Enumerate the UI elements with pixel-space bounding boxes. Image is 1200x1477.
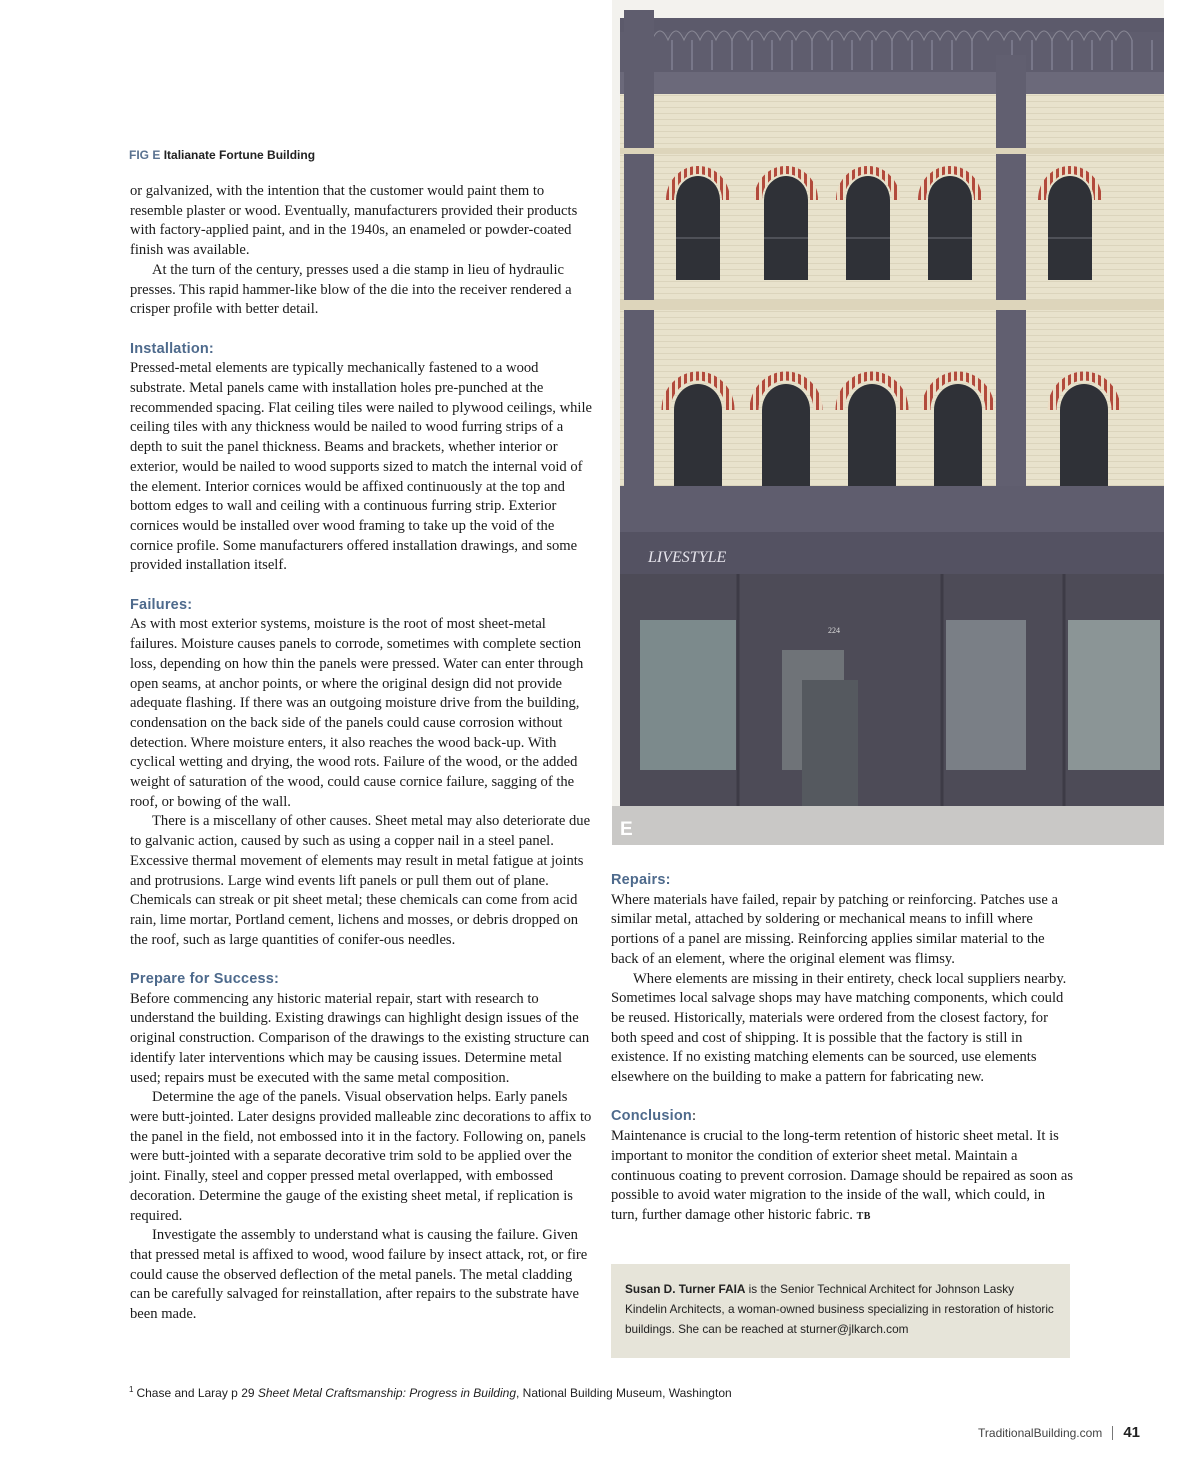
storefront-sign: LIVESTYLE bbox=[648, 549, 727, 566]
failures-paragraph-1: As with most exterior systems, moisture is the root of most sheet-metal failures. Moisture causes panels to corrode, sometimes with complete section loss, depending on how thin the panels were pressed. Water can enter through open seams, at anchor points, or where the original design did not provide adequate flashing. If there was an outgoing moisture drive from the building, condensation on the back side of the panels could cause corrosion without detection. Where moisture enters, it also reaches the wood back-up. With cyclical wetting and drying, the wood rots. Failure of the wood, or the added weight of saturation of the wood, could cause cornice failure, sagging of the roof, or bowing of the wall. bbox=[130, 616, 584, 810]
right-column bbox=[611, 871, 1073, 1227]
repairs-paragraph-1: Where materials have failed, repair by patching or reinforcing. Patches use a similar metal, attached by soldering or mechanical means to infill where portions of a panel are missing. Reinforcing applies similar material to the back of an element, where the original element was flimsy. bbox=[611, 891, 1058, 967]
conclusion-paragraph bbox=[611, 1127, 1073, 1227]
figure-caption-text: Italianate Fortune Building bbox=[163, 148, 316, 162]
installation-paragraph: Pressed-metal elements are typically mechanically fastened to a wood substrate. Metal panels came with installation holes pre-punched at the recommended spacing. Flat ceiling tiles were nailed to plywood ceilings, while ceiling tiles with any thickness would be nailed to wood furring strips of a depth to suit the panel thickness. Beams and brackets, whether interior or exterior, would be nailed to wood supports sized to match the internal void of the element. Interior cornices would be affixed continuously at the top and bottom edges to wall and ceiling with a continuous furring strip. Exterior cornices would be installed over wood framing to take up the void of the cornice profile. Some manufacturers offered installation drawings, and some provided installation itself. bbox=[130, 360, 593, 574]
page-number: 41 bbox=[1123, 1424, 1140, 1441]
building-photo bbox=[612, 0, 1164, 845]
footnote bbox=[129, 1385, 732, 1400]
left-column bbox=[130, 182, 592, 1325]
failures-paragraph-2: There is a miscellany of other causes. Sheet metal may also deteriorate due to galvanic action, caused by such as using a copper nail in a steel panel. Excessive thermal movement of elements may result in metal fatigue at joints and protrusions. Large wind events lift panels or pull them out of plane. Chemicals can streak or pit sheet metal; these chemicals can come from acid rain, lime mortar, Portland cement, lichens and mosses, or debris dropped on the roof, such as large quantities of conifer-ous needles. bbox=[130, 813, 591, 948]
footnote-title: Sheet Metal Craftsmanship: Progress in Building bbox=[257, 1386, 516, 1400]
author-bio bbox=[611, 1264, 1070, 1358]
footnote-prefix: Chase and Laray p 29 bbox=[136, 1386, 258, 1400]
prepare-paragraph-2: Determine the age of the panels. Visual observation helps. Early panels were butt-jointed. Later designs provided malleable zinc decorations to affix to the panel in the field, not embossed into it in the factory. Following on, panels were butt-jointed with a separate decorative trim sold to be applied over the joint. Finally, steel and copper pressed metal overlapped, with embossed decoration. Determine the gauge of the existing sheet metal, if replication is required. bbox=[130, 1089, 592, 1224]
photo-letter: E bbox=[620, 819, 633, 840]
footnote-marker: 1 bbox=[129, 1385, 134, 1394]
address-number: 224 bbox=[828, 626, 840, 635]
conclusion-text: Maintenance is crucial to the long-term retention of historic sheet metal. It is important to monitor the condition of exterior sheet metal. Maintain a continuous coating to prevent corrosion. Damage should be repaired as soon as possible to avoid water migration to the inside of the wall, which could, in turn, further damage other historic fabric. bbox=[611, 1128, 1074, 1223]
page-footer bbox=[978, 1424, 1140, 1441]
end-mark: TB bbox=[856, 1210, 871, 1222]
intro-paragraph-2: At the turn of the century, presses used a die stamp in lieu of hydraulic presses. This rapid hammer-like blow of the die into the receiver rendered a crisper profile with better detail. bbox=[130, 261, 572, 318]
failures-heading: Failures: bbox=[130, 596, 193, 613]
prepare-paragraph-3: Investigate the assembly to understand what is causing the failure. Given that pressed metal is affixed to wood, wood failure by insect attack, rot, or fire could cause the observed deflection of the metal panels. The metal cladding can be carefully salvaged for reinstallation, after repairs to the substrate have been made. bbox=[130, 1227, 588, 1323]
prepare-heading: Prepare for Success: bbox=[130, 971, 280, 988]
author-name: Susan D. Turner FAIA bbox=[625, 1282, 746, 1296]
author-bio-text: is the Senior Technical Architect for Johnson Lasky Kindelin Architects, a woman-owned business specializing in restoration of historic buildings. She can be reached at sturner@jlkarch.com bbox=[625, 1282, 1054, 1336]
intro-paragraph-1: or galvanized, with the intention that the customer would paint them to resemble plaster or wood. Eventually, manufacturers provided their products with factory-applied paint, and in the 1940s, an enameled or powder-coated finish was available. bbox=[130, 183, 578, 259]
repairs-heading: Repairs: bbox=[611, 872, 671, 888]
footnote-suffix: , National Building Museum, Washington bbox=[516, 1386, 732, 1400]
footer-site: TraditionalBuilding.com bbox=[978, 1425, 1103, 1440]
footer-divider bbox=[1112, 1426, 1113, 1440]
repairs-paragraph-2: Where elements are missing in their entirety, check local suppliers nearby. Sometimes local salvage shops may have matching components, which could be reused. Historically, materials were ordered from the closest factory, for both speed and cost of shipping. It is possible that the factory is still in existence. If no existing matching elements can be sourced, use elements elsewhere on the building to make a pattern for fabricating new. bbox=[611, 970, 1067, 1086]
prepare-paragraph-1: Before commencing any historic material repair, start with research to understand the building. Existing drawings can highlight design issues of the original construction. Comparison of the drawings to the existing structure can identify later interventions which may be causing issues. Determine metal used; repairs must be executed with the same metal composition. bbox=[130, 990, 590, 1086]
installation-heading: Installation: bbox=[130, 340, 214, 357]
conclusion-heading-text: Conclusion bbox=[611, 1108, 692, 1125]
conclusion-colon: : bbox=[691, 1108, 697, 1125]
figure-caption bbox=[129, 148, 315, 162]
conclusion-heading bbox=[611, 1107, 1073, 1127]
figure-label: FIG E bbox=[129, 148, 161, 162]
